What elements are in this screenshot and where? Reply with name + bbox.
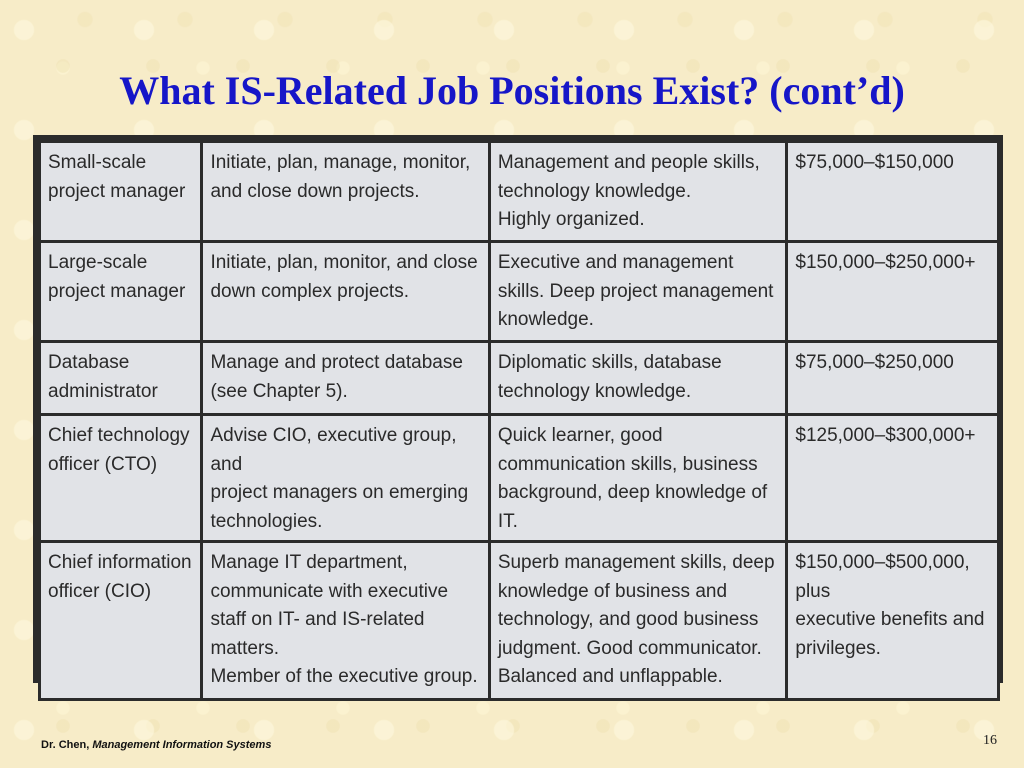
footer-author: Dr. Chen, [41, 739, 93, 751]
job-skills-cell: Management and people skills, technology knowledge. Highly organized. [491, 143, 786, 240]
job-salary-cell: $150,000–$250,000+ [788, 243, 997, 340]
job-description-cell: Initiate, plan, monitor, and close down complex projects. [203, 243, 487, 340]
job-title-cell: Database administrator [41, 343, 200, 413]
job-title-cell: Small-scale project manager [41, 143, 200, 240]
job-salary-cell: $75,000–$150,000 [788, 143, 997, 240]
job-positions-table-frame [33, 135, 1003, 687]
job-skills-cell: Diplomatic skills, database technology knowledge. [491, 343, 786, 413]
table-row [41, 543, 997, 698]
job-title-cell: Chief information officer (CIO) [41, 543, 200, 698]
job-title-cell: Chief technology officer (CTO) [41, 416, 200, 540]
job-salary-cell: $75,000–$250,000 [788, 343, 997, 413]
job-description-cell: Manage and protect database (see Chapter 5). [203, 343, 487, 413]
footer-course: Management Information Systems [92, 739, 272, 751]
job-skills-cell: Quick learner, good communication skills, business background, deep knowledge of IT. [491, 416, 786, 540]
table-row [41, 416, 997, 540]
job-positions-table [38, 140, 1000, 701]
table-row [41, 343, 997, 413]
table-row [41, 143, 997, 240]
job-title-cell: Large-scale project manager [41, 243, 200, 340]
job-salary-cell: $125,000–$300,000+ [788, 416, 997, 540]
job-skills-cell: Superb management skills, deep knowledge of business and technology, and good business judgment. Good communicator. Balanced and unflappable. [491, 543, 786, 698]
job-description-cell: Manage IT department, communicate with executive staff on IT- and IS-related matters. Member of the executive group. [203, 543, 487, 698]
table-row [41, 243, 997, 340]
job-salary-cell: $150,000–$500,000, plus executive benefits and privileges. [788, 543, 997, 698]
job-description-cell: Initiate, plan, manage, monitor, and close down projects. [203, 143, 487, 240]
job-skills-cell: Executive and management skills. Deep project management knowledge. [491, 243, 786, 340]
slide-title: What IS-Related Job Positions Exist? (cont’d) [119, 68, 905, 113]
slide-footer [41, 739, 271, 751]
page-number: 16 [983, 733, 997, 748]
job-description-cell: Advise CIO, executive group, and project managers on emerging technologies. [203, 416, 487, 540]
